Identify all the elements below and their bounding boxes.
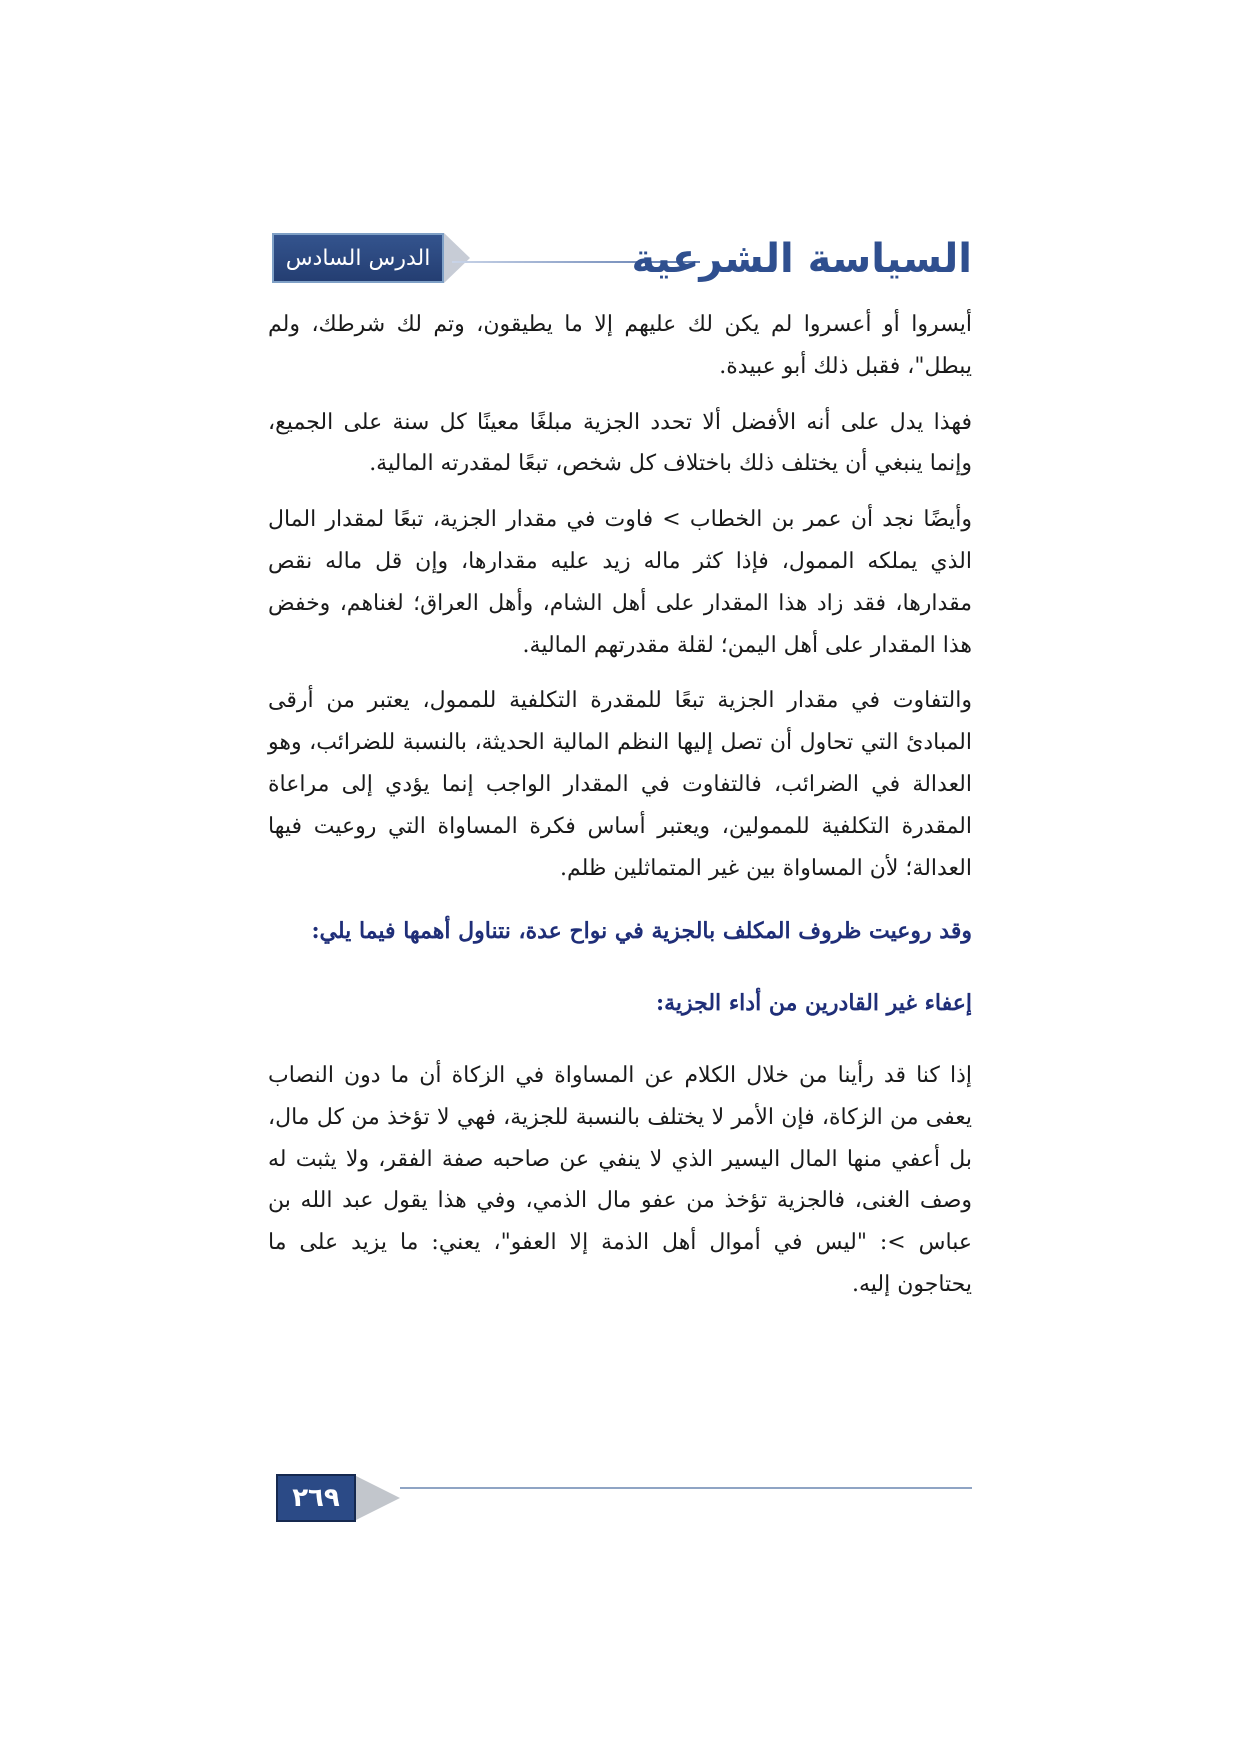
lesson-tab: الدرس السادس (272, 233, 444, 283)
page-number: ٢٦٩ (276, 1474, 356, 1522)
page-number-shadow (356, 1476, 400, 1520)
footer-rule (400, 1487, 972, 1489)
paragraph-1: أيسروا أو أعسروا لم يكن لك عليهم إلا ما يطيقون، وتم لك شرطك، ولم يبطل"، فقبل ذلك أبو عبيدة. (268, 312, 972, 379)
paragraph-3: وأيضًا نجد أن عمر بن الخطاب > فاوت في مقدار الجزية، تبعًا لمقدار المال الذي يملكه الممول، فإذا كثر ماله زيد عليه مقدارها، وإن قل ماله نقص مقدارها، فقد زاد هذا المقدار على أهل الشام، وأهل العراق؛ لغناهم، وخفض هذا المقدار على أهل اليمن؛ لقلة مقدرتهم المالية. (268, 507, 972, 658)
paragraph-4: والتفاوت في مقدار الجزية تبعًا للمقدرة التكلفية للممول، يعتبر من أرقى المبادئ التي تحاول أن تصل إليها النظم المالية الحديثة، بالنسبة للضرائب، وهو العدالة في الضرائب، فالتفاوت في المقدار الواجب إنما يؤدي إلى مراعاة المقدرة التكلفية للممولين، ويعتبر أساس فكرة المساواة التي روعيت فيها العدالة؛ لأن المساواة بين غير المتماثلين ظلم. (268, 688, 972, 881)
book-title: السياسة الشرعية (631, 236, 972, 282)
section-intro-heading: وقد روعيت ظروف المكلف بالجزية في نواح عدة، نتناول أهمها فيما يلي: (311, 918, 972, 945)
lesson-tab-shadow (444, 233, 470, 283)
subheading: إعفاء غير القادرين من أداء الجزية: (655, 990, 972, 1017)
paragraph-5: إذا كنا قد رأينا من خلال الكلام عن المساواة في الزكاة أن ما دون النصاب يعفى من الزكاة، فإن الأمر لا يختلف بالنسبة للجزية، فهي لا تؤخذ من كل مال، بل أعفي منها المال اليسير الذي لا ينفي عن صاحبه صفة الفقر، ولا يثبت له وصف الغنى، فالجزية تؤخذ من عفو مال الذمي، وفي هذا يقول عبد الله بن عباس >: "ليس في أموال أهل الذمة إلا العفو"، يعني: ما يزيد على ما يحتاجون إليه. (268, 1062, 972, 1297)
page-header (272, 230, 972, 288)
page-body (268, 304, 972, 1320)
page-footer (276, 1474, 972, 1522)
paragraph-2: فهذا يدل على أنه الأفضل ألا تحدد الجزية مبلغًا معينًا كل سنة على الجميع، وإنما ينبغي أن يختلف ذلك باختلاف كل شخص، تبعًا لمقدرته المالية. (268, 409, 972, 477)
